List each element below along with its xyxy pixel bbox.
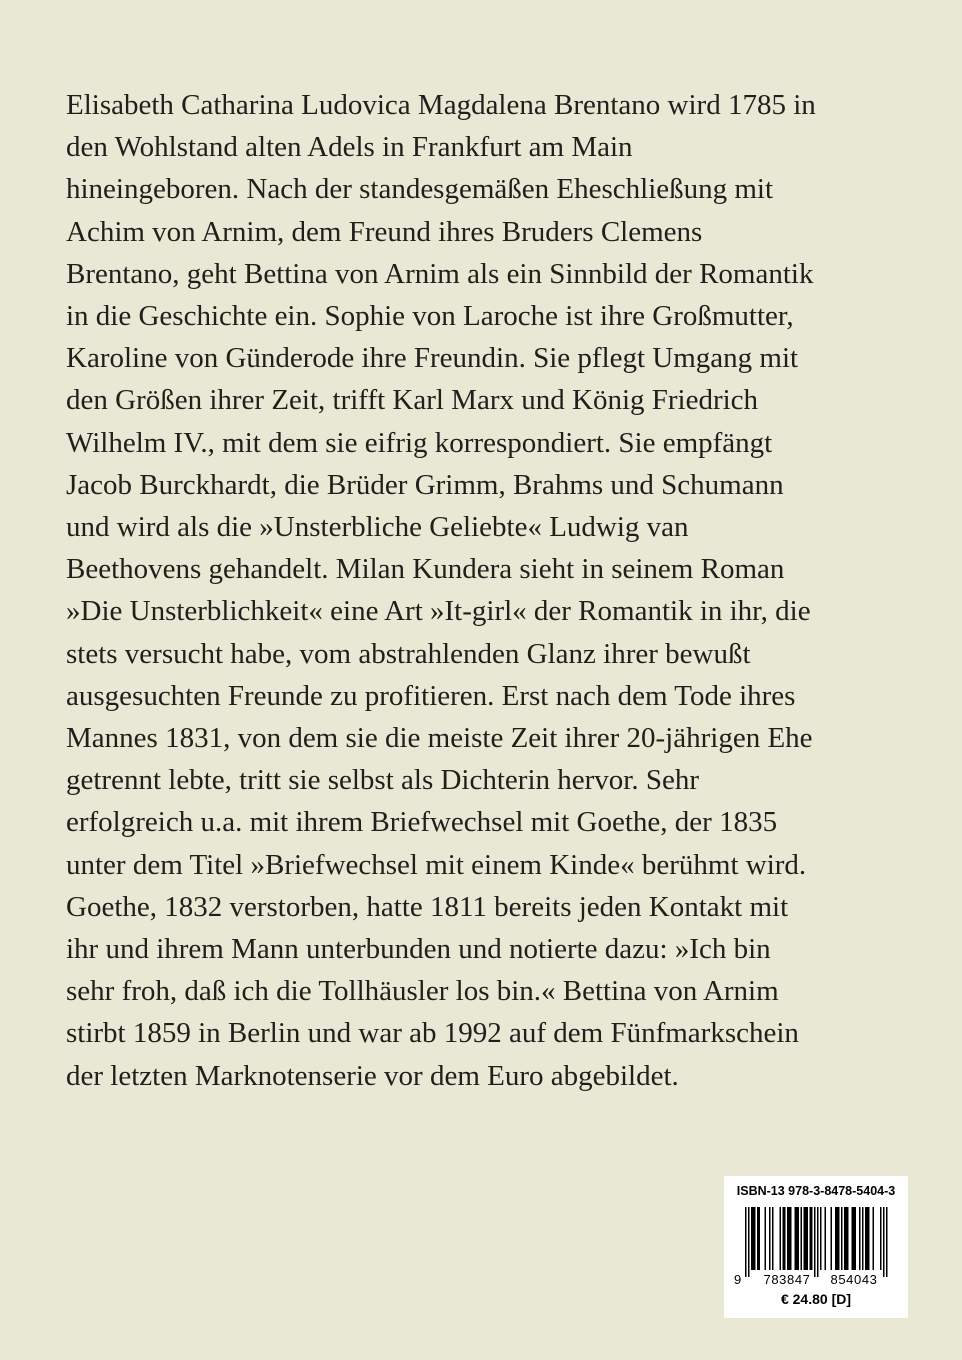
barcode-bars — [745, 1207, 888, 1277]
blurb-line: Achim von Arnim, dem Freund ihres Bruders Clemens — [66, 215, 703, 248]
barcode-bar — [817, 1207, 819, 1277]
blurb-line: »Die Unsterblichkeit« eine Art »It-girl« der Romantik in ihr, die — [66, 595, 811, 628]
barcode-bar — [859, 1207, 861, 1270]
blurb-line: unter dem Titel »Briefwechsel mit einem Kinde« berühmt wird. — [66, 848, 807, 881]
barcode-bar — [814, 1207, 816, 1277]
barcode-bar — [748, 1207, 750, 1277]
blurb-line: sehr froh, daß ich die Tollhäusler los bin.« Bettina von Arnim — [66, 975, 779, 1008]
barcode-bar — [745, 1207, 747, 1277]
blurb-line: Beethovens gehandelt. Milan Kundera sieht in seinem Roman — [66, 553, 785, 586]
barcode-bar — [862, 1207, 864, 1270]
blurb-line: ausgesuchten Freunde zu profitieren. Erst nach dem Tode ihres — [66, 679, 796, 712]
barcode-bar — [873, 1207, 875, 1270]
barcode-bar — [820, 1207, 822, 1270]
barcode-bar — [765, 1207, 767, 1270]
blurb-line: Karoline von Günderode ihre Freundin. Sie pflegt Umgang mit — [66, 342, 799, 375]
barcode-bar — [772, 1207, 774, 1270]
ean13-barcode — [732, 1205, 900, 1285]
barcode-bar — [841, 1207, 843, 1270]
blurb-line: Goethe, 1832 verstorben, hatte 1811 bereits jeden Kontakt mit — [66, 890, 789, 923]
blurb-line: Elisabeth Catharina Ludovica Magdalena Brentano wird 1785 in — [66, 89, 816, 121]
barcode-bar — [844, 1207, 849, 1270]
blurb-line: den Größen ihrer Zeit, trifft Karl Marx und König Friedrich — [66, 384, 759, 417]
barcode-bar — [831, 1207, 833, 1270]
barcode-bar — [825, 1207, 827, 1270]
blurb-line: Mannes 1831, von dem sie die meiste Zeit ihrer 20-jährigen Ehe — [66, 722, 813, 755]
barcode-bar — [810, 1207, 813, 1270]
blurb-line: den Wohlstand alten Adels in Frankfurt am Main — [66, 131, 633, 164]
barcode-bar — [751, 1207, 756, 1270]
isbn-barcode-label — [724, 1176, 908, 1318]
barcode-bar — [795, 1207, 800, 1270]
barcode-bar — [801, 1207, 803, 1270]
barcode-bar — [835, 1207, 840, 1270]
blurb-line: hineingeboren. Nach der standesgemäßen Eheschließung mit — [66, 173, 774, 206]
barcode-bar — [769, 1207, 771, 1270]
barcode-bar — [883, 1207, 885, 1277]
price-label: € 24.80 [D] — [780, 1291, 852, 1307]
barcode-bar — [787, 1207, 792, 1270]
barcode-bar — [886, 1207, 888, 1277]
back-cover-blurb — [66, 84, 926, 1097]
barcode-bar — [852, 1207, 857, 1270]
barcode-bar — [757, 1207, 760, 1270]
blurb-line: Jacob Burckhardt, die Brüder Grimm, Brahms und Schumann — [66, 468, 784, 501]
blurb-line: Wilhelm IV., mit dem sie eifrig korrespondiert. Sie empfängt — [66, 426, 773, 459]
isbn-number: ISBN-13 978-3-8478-5404-3 — [736, 1184, 896, 1198]
barcode-bar — [804, 1207, 809, 1270]
blurb-line: getrennt lebte, tritt sie selbst als Dichterin hervor. Sehr — [66, 764, 700, 797]
barcode-bar — [780, 1207, 782, 1270]
barcode-bar — [880, 1207, 882, 1270]
blurb-line: stets versucht habe, vom abstrahlenden Glanz ihrer bewußt — [66, 637, 751, 670]
barcode-bar — [865, 1207, 870, 1270]
blurb-line: ihr und ihrem Mann unterbunden und notierte dazu: »Ich bin — [66, 933, 771, 966]
blurb-line: erfolgreich u.a. mit ihrem Briefwechsel mit Goethe, der 1835 — [66, 806, 778, 839]
barcode-first-digit: 9 — [734, 1272, 742, 1285]
blurb-line: in die Geschichte ein. Sophie von Laroche ist ihre Großmutter, — [66, 300, 794, 333]
blurb-line: der letzten Marknotenserie vor dem Euro abgebildet. — [66, 1059, 679, 1092]
blurb-line: und wird als die »Unsterbliche Geliebte« Ludwig van — [66, 511, 689, 544]
blurb-line: stirbt 1859 in Berlin und war ab 1992 auf dem Fünfmarkschein — [66, 1017, 799, 1050]
blurb-line: Brentano, geht Bettina von Arnim als ein Sinnbild der Romantik — [66, 257, 814, 290]
barcode-left-digits: 783847 — [763, 1272, 811, 1285]
barcode-right-digits: 854043 — [830, 1272, 878, 1285]
barcode-bar — [783, 1207, 786, 1270]
